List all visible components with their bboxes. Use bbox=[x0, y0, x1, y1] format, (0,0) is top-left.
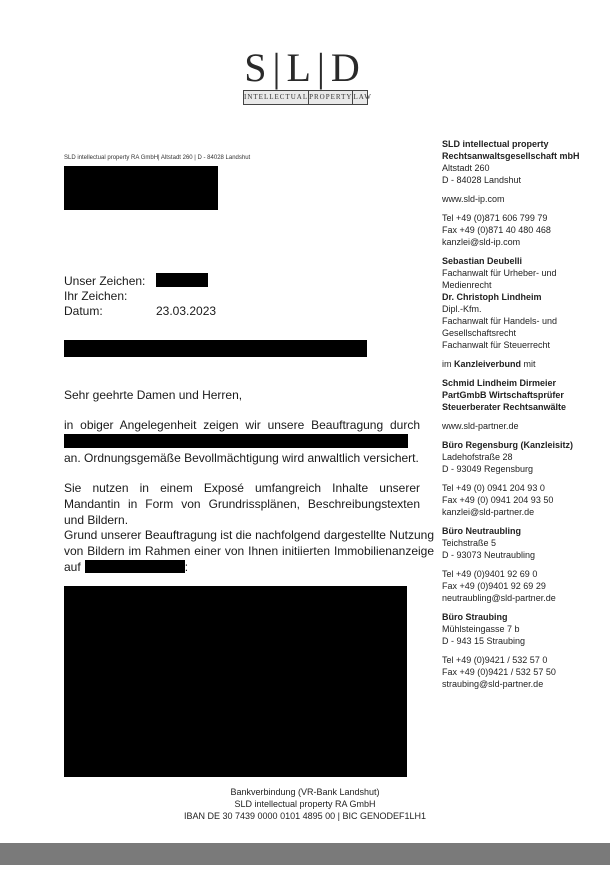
partner-name-1: Schmid Lindheim Dirmeier bbox=[442, 378, 557, 388]
paragraph-1-start: in obiger Angelegenheit zeigen wir unsere Beauftragung durch bbox=[64, 418, 420, 432]
office-straubing-street: Mühlsteingasse 7 b bbox=[442, 624, 520, 634]
firm-phone: Tel +49 (0)871 606 799 79 bbox=[442, 213, 548, 223]
firm-logo bbox=[0, 44, 610, 91]
firm-name-2: Rechtsanwaltsgesellschaft mbH bbox=[442, 151, 580, 161]
redacted-recipient-address bbox=[64, 166, 218, 210]
footer-line-2: SLD intellectual property RA GmbH bbox=[234, 799, 376, 809]
firm-website: www.sld-ip.com bbox=[442, 194, 505, 204]
logo-tagline-bar bbox=[243, 90, 372, 105]
verbund-bold: Kanzleiverbund bbox=[454, 359, 522, 369]
datum-label: Datum: bbox=[64, 304, 103, 318]
lawyer-2-title-3: Gesellschaftsrecht bbox=[442, 328, 517, 338]
office-neutraubling-name: Büro Neutraubling bbox=[442, 526, 521, 536]
firm-sidebar bbox=[442, 138, 607, 690]
logo-wordmark: S|L|D bbox=[244, 45, 366, 90]
logo-tagline-1: INTELLECTUAL bbox=[244, 91, 309, 104]
partner-website: www.sld-partner.de bbox=[442, 421, 519, 431]
paragraph-2: Sie nutzen in einem Exposé umfangreich Inhalte unserer Mandantin in Form von Grundrissplänen, Beschreibungstexten und Bildern. bbox=[64, 481, 420, 527]
office-neutraubling-phone: Tel +49 (0)9401 92 69 0 bbox=[442, 569, 538, 579]
unser-zeichen-label: Unser Zeichen: bbox=[64, 274, 146, 288]
paragraph-3 bbox=[64, 527, 434, 575]
firm-address-2: D - 84028 Landshut bbox=[442, 175, 522, 185]
lawyer-2-title-4: Fachanwalt für Steuerrecht bbox=[442, 340, 551, 350]
office-regensburg-street: Ladehofstraße 28 bbox=[442, 452, 513, 462]
office-regensburg-city: D - 93049 Regensburg bbox=[442, 464, 534, 474]
ihr-zeichen-label: Ihr Zeichen: bbox=[64, 289, 128, 303]
paragraph-3-colon: : bbox=[184, 560, 189, 574]
footer-line-3: IBAN DE 30 7439 0000 0101 4895 00 | BIC GENODEF1LH1 bbox=[184, 811, 426, 821]
redacted-evidence-image bbox=[64, 586, 407, 777]
office-regensburg-phone: Tel +49 (0) 0941 204 93 0 bbox=[442, 483, 545, 493]
office-regensburg-fax: Fax +49 (0) 0941 204 93 50 bbox=[442, 495, 554, 505]
office-regensburg-email: kanzlei@sld-partner.de bbox=[442, 507, 535, 517]
office-neutraubling-email: neutraubling@sld-partner.de bbox=[442, 593, 556, 603]
firm-fax: Fax +49 (0)871 40 480 468 bbox=[442, 225, 551, 235]
verbund-pre: im bbox=[442, 359, 452, 369]
logo-tagline-3: LAW bbox=[353, 93, 372, 101]
sender-return-address: SLD intellectual property RA GmbH| Altstadt 260 | D - 84028 Landshut bbox=[64, 155, 251, 161]
lawyer-1-title-2: Medienrecht bbox=[442, 280, 492, 290]
paragraph-1-end: an. Ordnungsgemäße Bevollmächtigung wird anwaltlich versichert. bbox=[64, 451, 419, 465]
firm-email: kanzlei@sld-ip.com bbox=[442, 237, 521, 247]
verbund-post: mit bbox=[523, 359, 536, 369]
partner-name-2: PartGmbB Wirtschaftsprüfer bbox=[442, 390, 564, 400]
office-neutraubling-city: D - 93073 Neutraubling bbox=[442, 550, 536, 560]
office-neutraubling-street: Teichstraße 5 bbox=[442, 538, 497, 548]
lawyer-1-name: Sebastian Deubelli bbox=[442, 256, 523, 266]
office-neutraubling-fax: Fax +49 (0)9401 92 69 29 bbox=[442, 581, 546, 591]
bank-footer bbox=[0, 786, 610, 822]
paragraph-3-text: Grund unserer Beauftragung ist die nachfolgend dargestellte Nutzung von Bildern im Rahmen einer von Ihnen initiierten Immobilienanzeige auf bbox=[64, 528, 434, 574]
scan-edge-band bbox=[0, 843, 610, 865]
redacted-unser-zeichen bbox=[156, 273, 208, 287]
office-straubing-email: straubing@sld-partner.de bbox=[442, 679, 544, 689]
lawyer-2-name: Dr. Christoph Lindheim bbox=[442, 292, 542, 302]
lawyer-1-title-1: Fachanwalt für Urheber- und bbox=[442, 268, 557, 278]
partner-name-3: Steuerberater Rechtsanwälte bbox=[442, 402, 567, 412]
redacted-subject-line bbox=[64, 340, 367, 357]
datum-value: 23.03.2023 bbox=[156, 304, 217, 318]
redacted-platform-name bbox=[85, 560, 185, 573]
firm-address-1: Altstadt 260 bbox=[442, 163, 490, 173]
salutation: Sehr geehrte Damen und Herren, bbox=[64, 388, 243, 402]
logo-tagline-2: PROPERTY bbox=[309, 91, 353, 104]
office-regensburg-name: Büro Regensburg (Kanzleisitz) bbox=[442, 440, 574, 450]
office-straubing-fax: Fax +49 (0)9421 / 532 57 50 bbox=[442, 667, 556, 677]
lawyer-2-title-1: Dipl.-Kfm. bbox=[442, 304, 482, 314]
firm-name-1: SLD intellectual property bbox=[442, 139, 549, 149]
redacted-client-name bbox=[64, 434, 408, 448]
office-straubing-phone: Tel +49 (0)9421 / 532 57 0 bbox=[442, 655, 548, 665]
verbund-line bbox=[442, 358, 607, 370]
footer-line-1: Bankverbindung (VR-Bank Landshut) bbox=[230, 787, 380, 797]
office-straubing-city: D - 943 15 Straubing bbox=[442, 636, 526, 646]
lawyer-2-title-2: Fachanwalt für Handels- und bbox=[442, 316, 558, 326]
office-straubing-name: Büro Straubing bbox=[442, 612, 508, 622]
